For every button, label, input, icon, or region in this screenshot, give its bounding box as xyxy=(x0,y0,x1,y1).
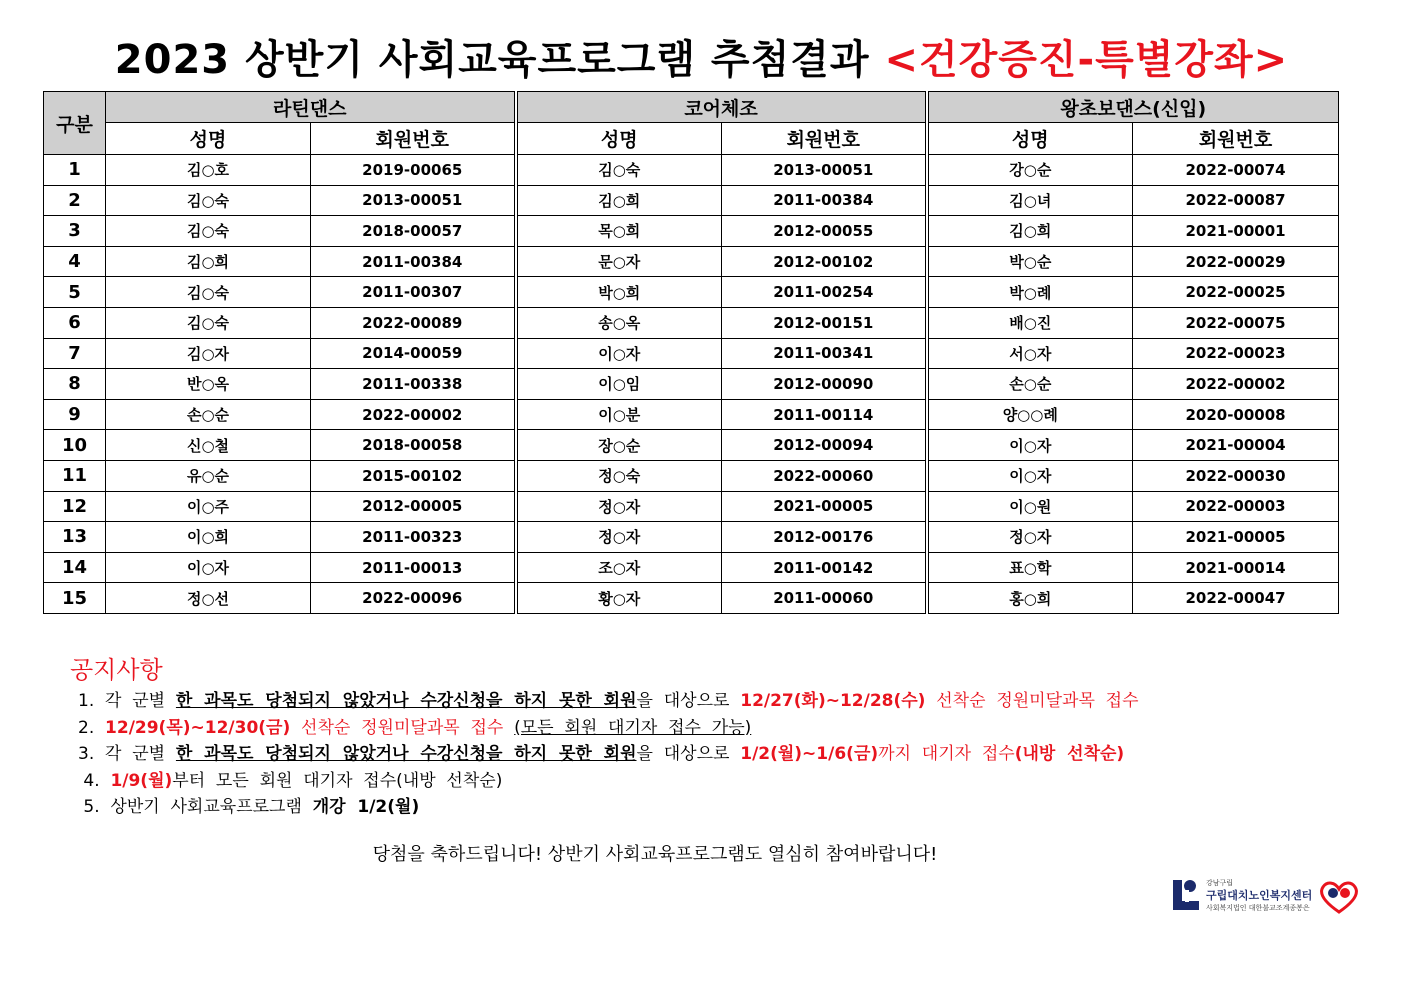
notice-text: 12/27(화)~12/28(수) xyxy=(740,691,926,711)
member-name-cell: 김○자 xyxy=(106,338,311,369)
row-number: 15 xyxy=(44,583,106,614)
member-number-cell: 2022-00030 xyxy=(1133,460,1339,491)
subheader-name: 성명 xyxy=(106,123,311,155)
row-number: 10 xyxy=(44,430,106,461)
notice-text: 선착순 정원미달과목 접수 xyxy=(925,691,1139,711)
member-name-cell: 박○례 xyxy=(927,277,1133,308)
logo-line3: 사회복지법인 대한불교조계종봉은 xyxy=(1206,904,1310,912)
member-number-cell: 2012-00090 xyxy=(722,369,927,400)
subheader-name: 성명 xyxy=(927,123,1133,155)
member-number-cell: 2021-00014 xyxy=(1133,552,1339,583)
member-number-cell: 2012-00055 xyxy=(722,216,927,247)
member-number-cell: 2011-00114 xyxy=(722,399,927,430)
member-number-cell: 2021-00004 xyxy=(1133,430,1339,461)
member-number-cell: 2014-00059 xyxy=(311,338,516,369)
member-name-cell: 박○희 xyxy=(516,277,722,308)
member-number-cell: 2022-00023 xyxy=(1133,338,1339,369)
member-name-cell: 손○순 xyxy=(106,399,311,430)
member-number-cell: 2011-00384 xyxy=(311,246,516,277)
notice-text: 1/2(월)~1/6(금) xyxy=(740,744,879,764)
member-number-cell: 2018-00057 xyxy=(311,216,516,247)
member-name-cell: 표○학 xyxy=(927,552,1133,583)
table-row xyxy=(44,369,1339,400)
row-number: 13 xyxy=(44,522,106,553)
member-number-cell: 2011-00307 xyxy=(311,277,516,308)
member-name-cell: 문○자 xyxy=(516,246,722,277)
table-row xyxy=(44,277,1339,308)
member-name-cell: 정○선 xyxy=(106,583,311,614)
notice-text: 한 과목도 당첨되지 않았거나 수강신청을 하지 못한 회원 xyxy=(175,691,637,711)
member-number-cell: 2022-00060 xyxy=(722,460,927,491)
member-number-cell: 2021-00001 xyxy=(1133,216,1339,247)
center-logo xyxy=(1170,876,1365,920)
member-number-cell: 2022-00003 xyxy=(1133,491,1339,522)
row-number: 5 xyxy=(44,277,106,308)
member-number-cell: 2012-00176 xyxy=(722,522,927,553)
member-name-cell: 김○희 xyxy=(927,216,1133,247)
notice-text: 한 과목도 당첨되지 않았거나 수강신청을 하지 못한 회원 xyxy=(175,744,637,764)
member-number-cell: 2022-00025 xyxy=(1133,277,1339,308)
member-number-cell: 2021-00005 xyxy=(1133,522,1339,553)
member-name-cell: 이○자 xyxy=(106,552,311,583)
member-number-cell: 2011-00338 xyxy=(311,369,516,400)
notice-text: 선착순 정원미달과목 접수 xyxy=(290,717,515,738)
notice-item xyxy=(78,688,1139,715)
row-number: 7 xyxy=(44,338,106,369)
closing-message: 당첨을 축하드립니다! 상반기 사회교육프로그램도 열심히 참여바랍니다! xyxy=(372,844,938,865)
member-number-cell: 2019-00065 xyxy=(311,155,516,186)
notice-item xyxy=(78,768,1139,795)
member-name-cell: 이○원 xyxy=(927,491,1133,522)
table-row xyxy=(44,522,1339,553)
member-number-cell: 2012-00102 xyxy=(722,246,927,277)
member-name-cell: 이○자 xyxy=(516,338,722,369)
notice-text: 1/9(월) xyxy=(110,770,173,791)
notice-item xyxy=(78,715,1139,742)
notice-text: 을 대상으로 xyxy=(636,691,741,711)
member-number-cell: 2012-00151 xyxy=(722,307,927,338)
logo-line2: 구립대치노인복지센터 xyxy=(1206,889,1313,902)
notice-text: 5. 상반기 사회교육프로그램 xyxy=(78,797,313,817)
member-name-cell: 정○자 xyxy=(516,522,722,553)
row-number: 9 xyxy=(44,399,106,430)
member-name-cell: 홍○희 xyxy=(927,583,1133,614)
notice-text: 12/29(목)~12/30(금) xyxy=(105,717,291,738)
row-number: 11 xyxy=(44,460,106,491)
member-name-cell: 김○숙 xyxy=(516,155,722,186)
row-number: 14 xyxy=(44,552,106,583)
row-number: 1 xyxy=(44,155,106,186)
group-header-beginner-dance: 왕초보댄스(신입) xyxy=(927,92,1339,123)
member-name-cell: 정○자 xyxy=(927,522,1133,553)
member-number-cell: 2022-00074 xyxy=(1133,155,1339,186)
member-name-cell: 김○호 xyxy=(106,155,311,186)
member-name-cell: 이○희 xyxy=(106,522,311,553)
table-row xyxy=(44,399,1339,430)
table-row xyxy=(44,216,1339,247)
member-number-cell: 2022-00075 xyxy=(1133,307,1339,338)
member-name-cell: 김○희 xyxy=(106,246,311,277)
member-number-cell: 2022-00087 xyxy=(1133,185,1339,216)
member-number-cell: 2012-00094 xyxy=(722,430,927,461)
member-number-cell: 2011-00142 xyxy=(722,552,927,583)
member-name-cell: 장○순 xyxy=(516,430,722,461)
member-name-cell: 김○녀 xyxy=(927,185,1133,216)
notice-item xyxy=(78,794,1139,821)
member-name-cell: 손○순 xyxy=(927,369,1133,400)
table-row xyxy=(44,460,1339,491)
table-row xyxy=(44,552,1339,583)
title-main: 2023 상반기 사회교육프로그램 추첨결과 xyxy=(114,37,870,83)
group-header-latin: 라틴댄스 xyxy=(106,92,516,123)
table-row xyxy=(44,338,1339,369)
member-name-cell: 김○숙 xyxy=(106,277,311,308)
member-number-cell: 2022-00089 xyxy=(311,307,516,338)
member-number-cell: 2013-00051 xyxy=(311,185,516,216)
member-name-cell: 김○숙 xyxy=(106,216,311,247)
member-name-cell: 이○주 xyxy=(106,491,311,522)
title-sub: <건강증진-특별강좌> xyxy=(884,37,1289,83)
center-mark-icon xyxy=(1170,876,1204,918)
member-name-cell: 김○숙 xyxy=(106,185,311,216)
member-number-cell: 2022-00002 xyxy=(1133,369,1339,400)
member-number-cell: 2011-00060 xyxy=(722,583,927,614)
member-name-cell: 박○순 xyxy=(927,246,1133,277)
member-number-cell: 2012-00005 xyxy=(311,491,516,522)
member-name-cell: 배○진 xyxy=(927,307,1133,338)
table-row xyxy=(44,155,1339,186)
notice-text: 부터 모든 회원 대기자 접수(내방 선착순) xyxy=(172,770,503,791)
member-name-cell: 이○분 xyxy=(516,399,722,430)
table-row xyxy=(44,307,1339,338)
member-name-cell: 송○옥 xyxy=(516,307,722,338)
member-name-cell: 조○자 xyxy=(516,552,722,583)
lottery-result-table xyxy=(43,91,1339,614)
notice-text: 3. 각 군별 xyxy=(78,744,176,764)
notice-text: (모든 회원 대기자 접수 가능) xyxy=(514,717,752,738)
member-name-cell: 목○희 xyxy=(516,216,722,247)
table-row xyxy=(44,583,1339,614)
row-number: 4 xyxy=(44,246,106,277)
member-name-cell: 강○순 xyxy=(927,155,1133,186)
table-row xyxy=(44,246,1339,277)
member-number-cell: 2011-00384 xyxy=(722,185,927,216)
member-name-cell: 양○○례 xyxy=(927,399,1133,430)
member-number-cell: 2011-00254 xyxy=(722,277,927,308)
member-number-cell: 2022-00047 xyxy=(1133,583,1339,614)
row-number: 3 xyxy=(44,216,106,247)
member-name-cell: 김○희 xyxy=(516,185,722,216)
table-row xyxy=(44,491,1339,522)
member-number-cell: 2011-00341 xyxy=(722,338,927,369)
member-number-cell: 2013-00051 xyxy=(722,155,927,186)
member-number-cell: 2011-00013 xyxy=(311,552,516,583)
member-name-cell: 정○자 xyxy=(516,491,722,522)
member-name-cell: 유○순 xyxy=(106,460,311,491)
table-body xyxy=(44,155,1339,614)
member-name-cell: 반○옥 xyxy=(106,369,311,400)
notice-item xyxy=(78,741,1139,768)
notice-text: 2. xyxy=(78,717,106,738)
member-name-cell: 황○자 xyxy=(516,583,722,614)
notice-text: 을 대상으로 xyxy=(636,744,741,764)
member-number-cell: 2022-00096 xyxy=(311,583,516,614)
member-name-cell: 서○자 xyxy=(927,338,1133,369)
notice-text: 4. xyxy=(78,770,111,791)
row-number: 6 xyxy=(44,307,106,338)
member-number-cell: 2022-00029 xyxy=(1133,246,1339,277)
notice-text: 개강 1/2(월) xyxy=(312,797,420,817)
member-number-cell: 2021-00005 xyxy=(722,491,927,522)
subheader-member-no: 회원번호 xyxy=(311,123,516,155)
row-number: 8 xyxy=(44,369,106,400)
row-number: 12 xyxy=(44,491,106,522)
member-name-cell: 김○숙 xyxy=(106,307,311,338)
member-number-cell: 2015-00102 xyxy=(311,460,516,491)
member-name-cell: 정○숙 xyxy=(516,460,722,491)
member-number-cell: 2018-00058 xyxy=(311,430,516,461)
page-title xyxy=(0,28,1403,85)
member-number-cell: 2020-00008 xyxy=(1133,399,1339,430)
member-name-cell: 이○자 xyxy=(927,460,1133,491)
member-name-cell: 이○임 xyxy=(516,369,722,400)
group-header-core: 코어체조 xyxy=(516,92,927,123)
notice-text: (내방 선착순) xyxy=(1014,744,1125,764)
subheader-member-no: 회원번호 xyxy=(1133,123,1339,155)
notice-list xyxy=(78,688,1139,821)
subheader-name: 성명 xyxy=(516,123,722,155)
row-number: 2 xyxy=(44,185,106,216)
subheader-member-no: 회원번호 xyxy=(722,123,927,155)
table-row xyxy=(44,185,1339,216)
corner-header: 구분 xyxy=(44,92,106,155)
member-name-cell: 신○철 xyxy=(106,430,311,461)
notice-text: 까지 대기자 접수 xyxy=(878,744,1015,764)
notice-text: 1. 각 군별 xyxy=(78,691,176,711)
member-number-cell: 2011-00323 xyxy=(311,522,516,553)
table-row xyxy=(44,430,1339,461)
member-number-cell: 2022-00002 xyxy=(311,399,516,430)
member-name-cell: 이○자 xyxy=(927,430,1133,461)
notice-title: 공지사항 xyxy=(70,656,163,684)
heart-emblem-icon xyxy=(1317,879,1361,915)
logo-line1: 강남구립 xyxy=(1206,879,1234,887)
